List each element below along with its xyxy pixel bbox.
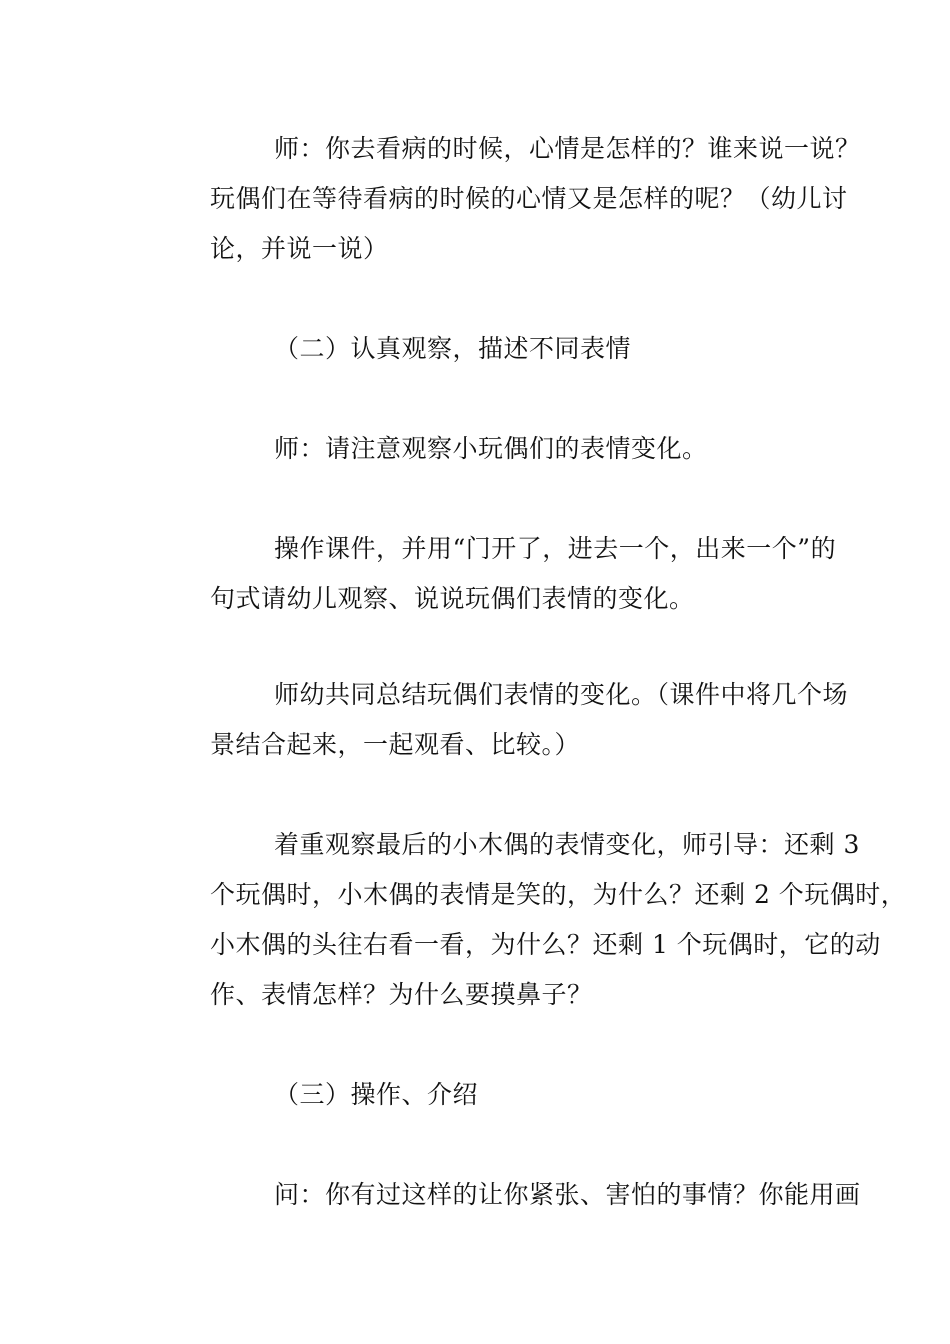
text-line: 个玩偶时，小木偶的表情是笑的，为什么？还剩 2 个玩偶时， (210, 880, 907, 909)
section-heading-text: （三）操作、介绍 (274, 1080, 479, 1109)
section-heading-three (146, 1070, 806, 1120)
section-heading-text: （二）认真观察，描述不同表情 (274, 334, 632, 363)
text-line: 作、表情怎样？为什么要摸鼻子？ (210, 980, 593, 1009)
paragraph-focus-observation (146, 820, 907, 1020)
text-line: 玩偶们在等待看病的时候的心情又是怎样的呢？（幼儿讨 (210, 184, 848, 213)
text-line: 句式请幼儿观察、说说玩偶们表情的变化。 (210, 584, 695, 613)
paragraph-question (146, 1170, 861, 1220)
section-heading-two (146, 324, 806, 374)
text-line: 师：请注意观察小玩偶们的表情变化。 (274, 434, 708, 463)
text-line: 师：你去看病的时候，心情是怎样的？谁来说一说？ (274, 134, 861, 163)
paragraph-operate-courseware (146, 524, 837, 624)
paragraph-summary (146, 670, 849, 770)
text-line: 操作课件，并用“门开了，进去一个，出来一个”的 (274, 534, 837, 563)
text-line: 问：你有过这样的让你紧张、害怕的事情？你能用画 (274, 1180, 861, 1209)
text-line: 论，并说一说） (210, 234, 389, 263)
paragraph-observe-instruction (146, 424, 806, 474)
text-line: 着重观察最后的小木偶的表情变化，师引导：还剩 3 (274, 830, 860, 859)
text-line: 小木偶的头往右看一看，为什么？还剩 1 个玩偶时，它的动 (210, 930, 881, 959)
paragraph-teacher-question (146, 124, 861, 274)
text-line: 景结合起来，一起观看、比较。） (210, 730, 581, 759)
text-line: 师幼共同总结玩偶们表情的变化。（课件中将几个场 (274, 680, 849, 709)
